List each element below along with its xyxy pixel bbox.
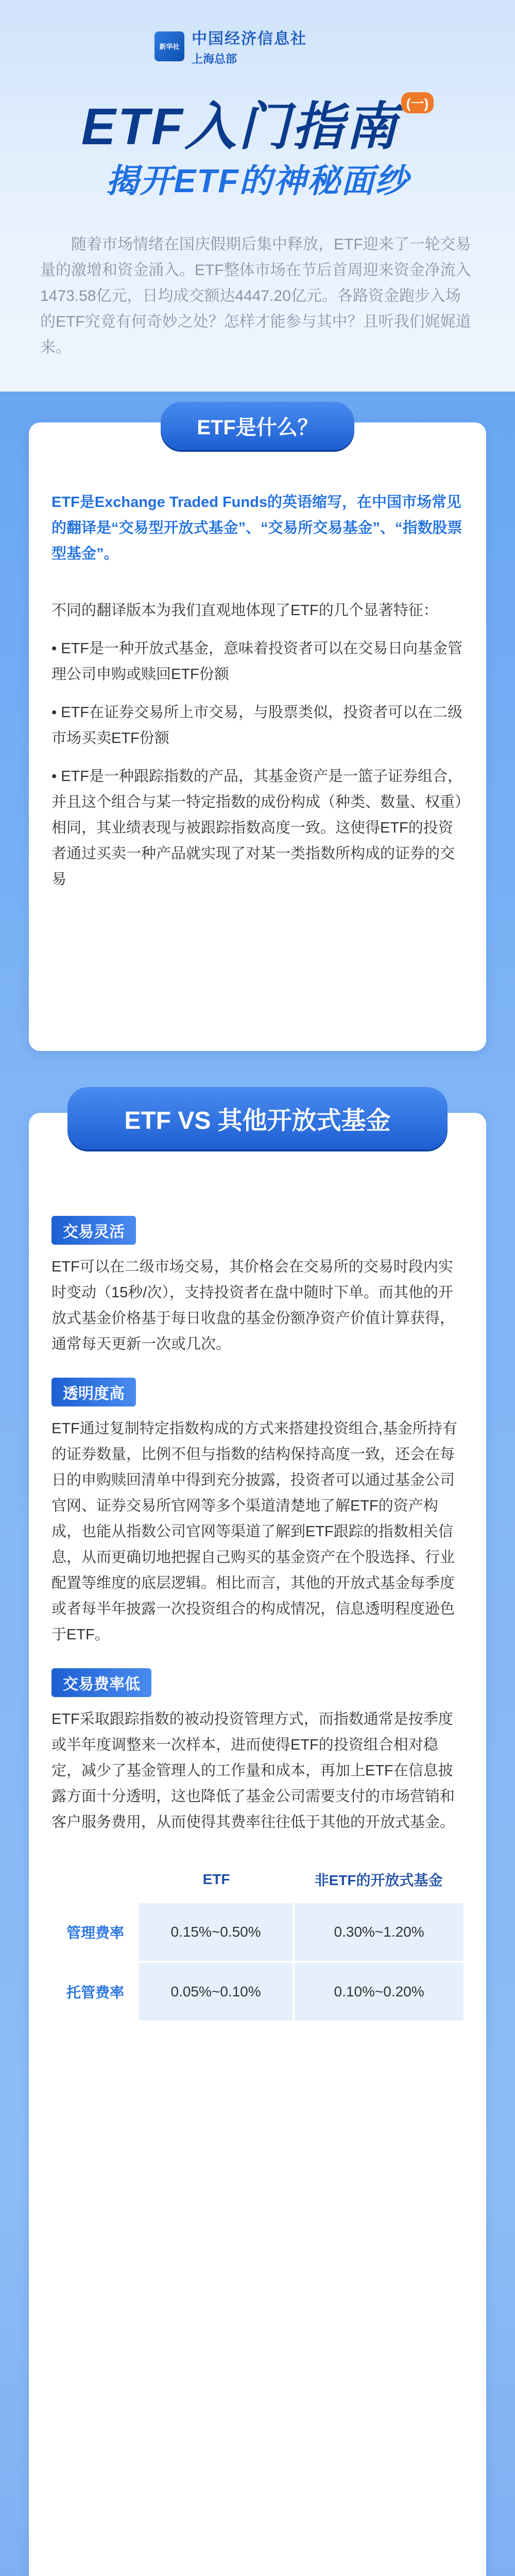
etf-definition: ETF是Exchange Traded Funds的英语缩写，在中国市场常见的翻译是“交易型开放式基金”、“交易所交易基金”、“指数股票型基金”。: [52, 494, 462, 562]
page-title: [0, 85, 515, 159]
section2-body: [52, 1216, 464, 2021]
fee-comparison-table: [52, 1856, 464, 2021]
feature-1: • ETF是一种开放式基金，意味着投资者可以在交易日向基金管理公司申购或赎回ETF份额: [52, 640, 462, 683]
series-badge: (一): [401, 92, 434, 113]
row-label: 托管费率: [52, 1962, 139, 2021]
tag-low-fees: 交易费率低: [52, 1668, 151, 1697]
feature-3: • ETF是一种跟踪指数的产品，其基金资产是一篮子证券组合，并且这个组合与某一特定指数的成份构成（种类、数量、权重）相同，其业绩表现与被跟踪指数高度一致。这使得ETF的投资者通过买卖一种产品就实现了对某一类指数所构成的证券的交易: [52, 768, 462, 888]
tag-high-transparency: 透明度高: [52, 1378, 136, 1406]
cell-other: 0.10%~0.20%: [294, 1962, 464, 2021]
section-what-is-etf-heading: [0, 402, 515, 450]
cell-other: 0.30%~1.20%: [294, 1903, 464, 1962]
col-etf: ETF: [202, 1871, 230, 1887]
section-heading-text: ETF是什么？: [161, 402, 354, 450]
tag-flexible-trading: 交易灵活: [52, 1216, 136, 1245]
intro-paragraph: 随着市场情绪在国庆假期后集中释放，ETF迎来了一轮交易量的激增和资金涌入。ETF整体市场在节后首周迎来资金净流入1473.58亿元，日均成交额达4447.20亿元。各路资金跑步入场的ETF究竟有何奇妙之处？怎样才能参与其中？且听我们娓娓道来。: [40, 236, 471, 356]
xinhua-logo-icon: 新华社: [154, 31, 184, 61]
org-logo: [154, 26, 307, 66]
section1-body: [52, 489, 464, 892]
section-heading-text: ETF VS 其他开放式基金: [67, 1087, 447, 1149]
page-title-text: ETF入门指南: [81, 98, 399, 156]
row-label: 管理费率: [66, 1925, 124, 1941]
page-subtitle: 揭开ETF的神秘面纱: [106, 162, 409, 199]
features-intro: 不同的翻译版本为我们直观地体现了ETF的几个显著特征：: [52, 602, 438, 619]
flexible-trading-text: ETF可以在二级市场交易，其价格会在交易所的交易时段内实时变动（15秒/次），支持投资者在盘中随时下单。而其他的开放式基金价格基于每日收盘的基金份额净资产价值计算获得，通常每天更新一次或几次。: [52, 1259, 455, 1352]
org-name: 中国经济信息社: [192, 30, 307, 48]
table-row: [52, 1903, 464, 1962]
org-sub: 上海总部: [192, 53, 237, 65]
cell-etf: 0.15%~0.50%: [139, 1903, 294, 1962]
low-fees-text: ETF采取跟踪指数的被动投资管理方式，而指数通常是按季度或半年度调整来一次样本，进而使得ETF的投资组合相对稳定，减少了基金管理人的工作量和成本，再加上ETF在信息披露方面十分透明，这也降低了基金公司需要支付的市场营销和客户服务费用，从而使得其费率往往低于其他的开放式基金。: [52, 1711, 455, 1831]
feature-2: • ETF在证券交易所上市交易，与股票类似，投资者可以在二级市场买卖ETF份额: [52, 704, 462, 747]
table-row: [52, 1962, 464, 2021]
section-etf-vs-heading: [0, 1087, 515, 1149]
cell-etf: 0.05%~0.10%: [139, 1962, 294, 2021]
transparency-text: ETF通过复制特定指数构成的方式来搭建投资组合,基金所持有的证券数量，比例不但与指数的结构保持高度一致，还会在每日的申购赎回清单中得到充分披露，投资者可以通过基金公司官网、证券交易所官网等多个渠道清楚地了解ETF的资产构成，也能从指数公司官网等渠道了解到ETF跟踪的指数相关信息，从而更确切地把握自己购买的基金资产在个股选择、行业配置等维度的底层逻辑。相比而言，其他的开放式基金每季度或者每半年披露一次投资组合的构成情况，信息透明程度逊色于ETF。: [52, 1420, 457, 1643]
col-other: 非ETF的开放式基金: [314, 1872, 443, 1888]
